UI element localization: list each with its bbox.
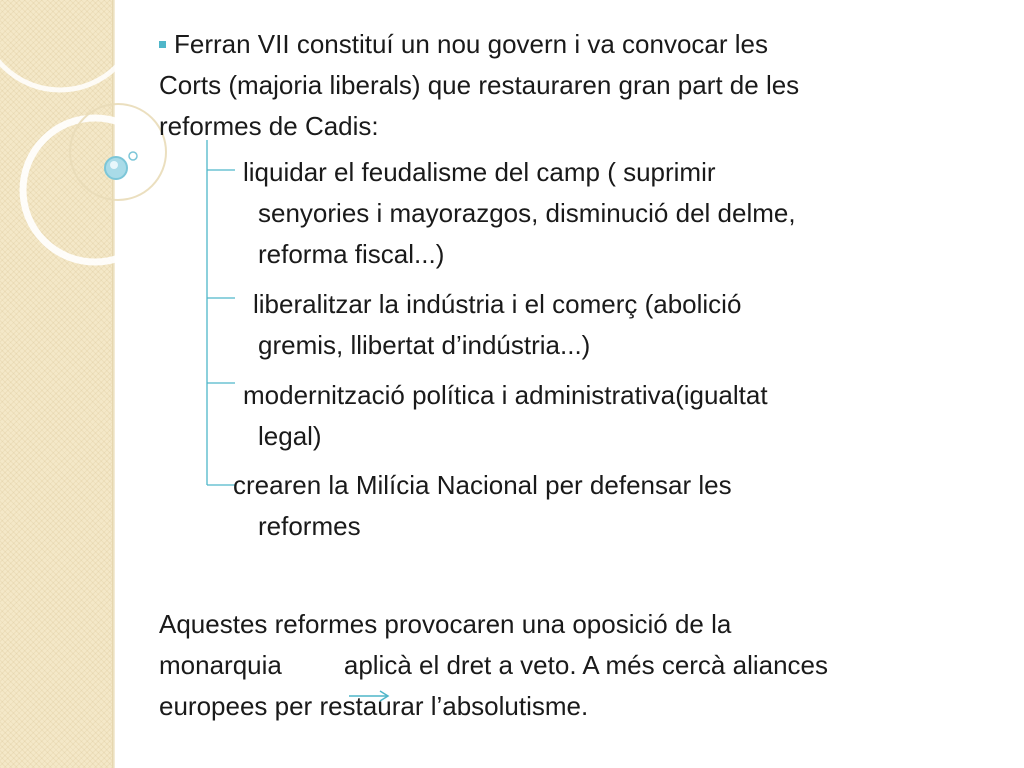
closing-line-1: Aquestes reformes provocaren una oposició de la [159, 609, 732, 639]
lead-line-3: reformes de Cadis: [159, 111, 379, 141]
sub-item-industry [253, 284, 741, 366]
sub-item-feudalism [243, 152, 796, 275]
lead-bullet-paragraph [159, 24, 799, 147]
sub-item-3-line-2: legal) [258, 421, 322, 451]
closing-line-2-end: aplicà el dret a veto. A més cercà aliances [343, 650, 829, 680]
sub-item-4-line-2: reformes [258, 511, 361, 541]
sub-item-1-line-1: liquidar el feudalisme del camp ( suprimir [243, 157, 716, 187]
sub-item-4-line-1: crearen la Milícia Nacional per defensar les [233, 470, 732, 500]
closing-line-2-start: monarquia [159, 650, 282, 680]
sub-item-3-line-1: modernització política i administrativa(igualtat [243, 380, 768, 410]
closing-line-3: europees per restaurar l’absolutisme. [159, 691, 589, 721]
sub-item-militia [233, 465, 732, 547]
sub-item-1-line-2: senyories i mayorazgos, disminució del delme, [258, 198, 796, 228]
lead-line-1: Ferran VII constituí un nou govern i va convocar les [174, 29, 768, 59]
sub-item-2-line-1: liberalitzar la indústria i el comerç (abolició [253, 289, 742, 319]
sub-item-1-line-3: reforma fiscal...) [258, 239, 445, 269]
sub-item-modernization [243, 375, 768, 457]
decorative-side-strip [0, 0, 112, 768]
square-bullet-icon [159, 41, 166, 48]
sub-item-2-line-2: gremis, llibertat d’indústria...) [258, 330, 591, 360]
lead-line-2: Corts (majoria liberals) que restauraren gran part de les [159, 70, 800, 100]
closing-paragraph [159, 604, 828, 727]
side-strip-edge [112, 0, 115, 768]
